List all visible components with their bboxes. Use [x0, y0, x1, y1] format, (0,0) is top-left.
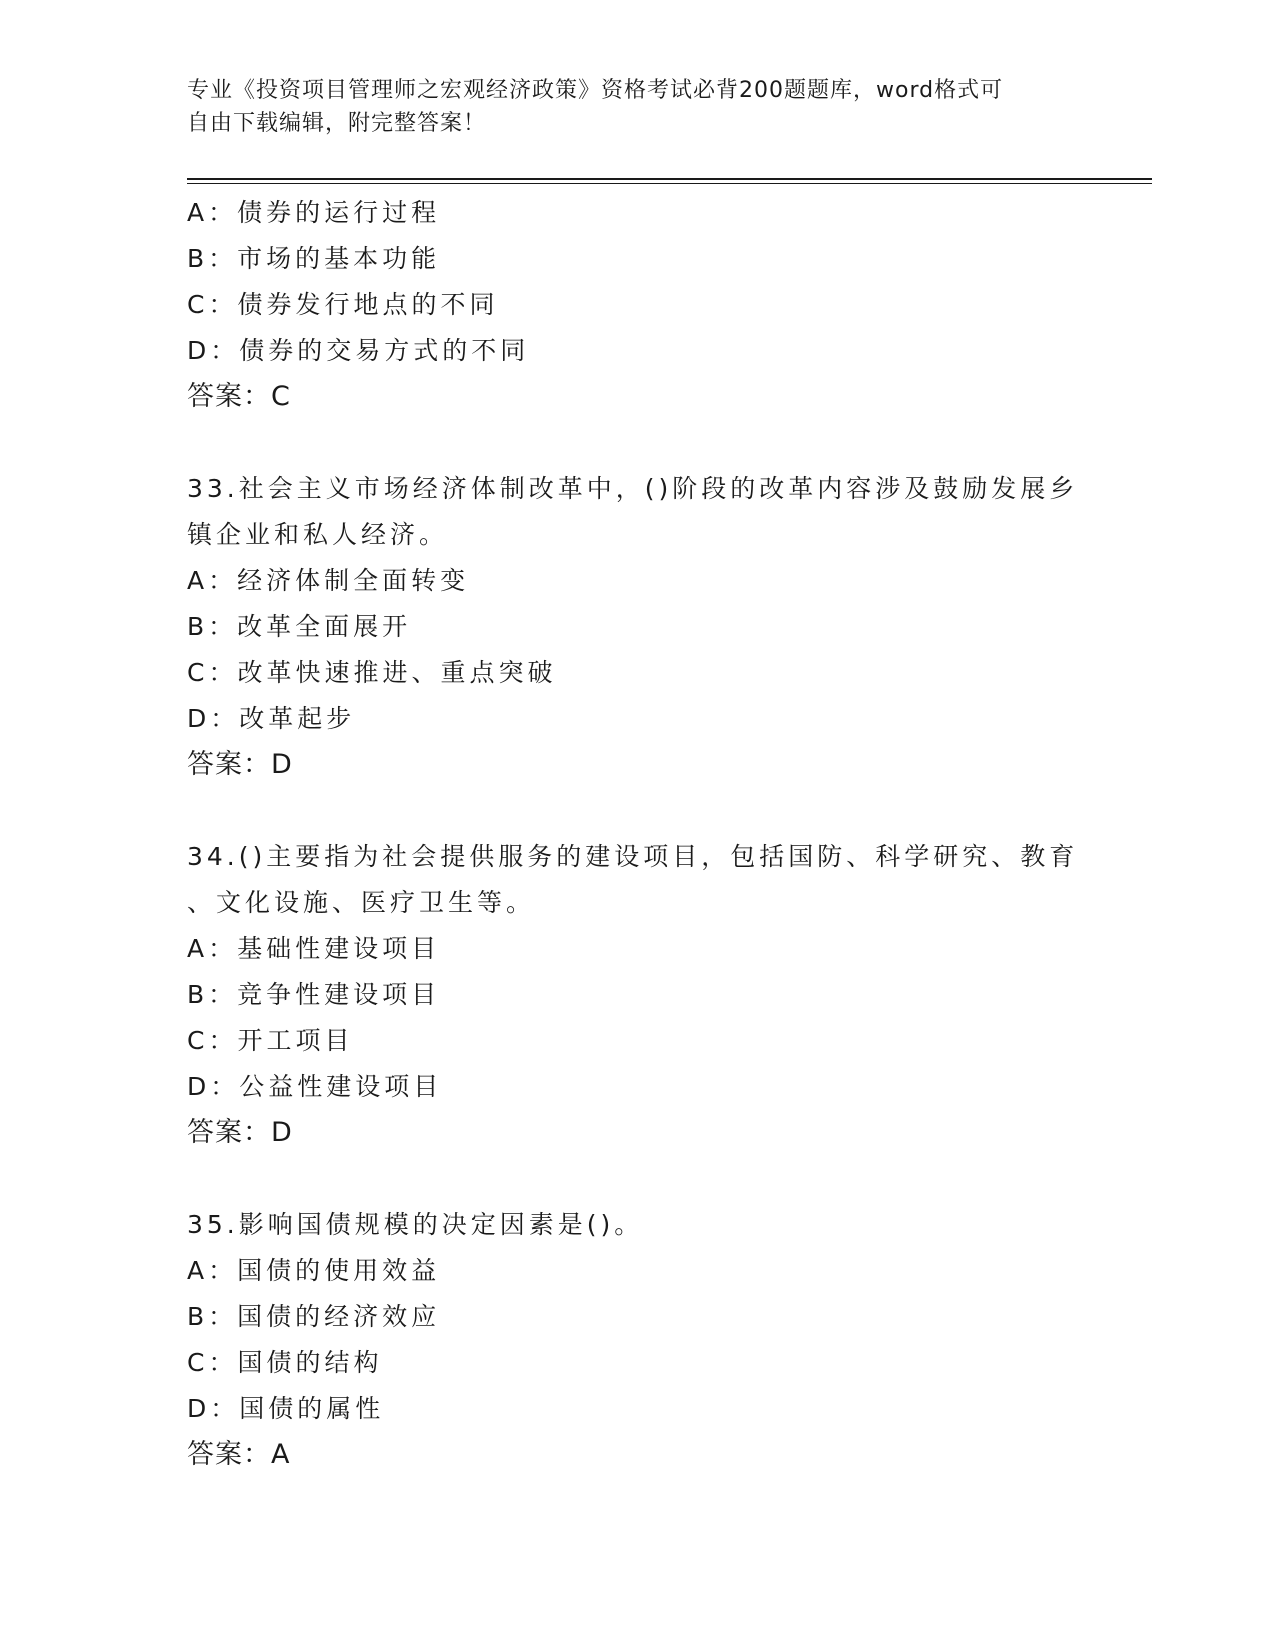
- header-divider-thick: [187, 178, 1152, 180]
- option-b: B：市场的基本功能: [187, 244, 441, 273]
- answer-line: 答案：A: [187, 1439, 291, 1470]
- option-b: B：竞争性建设项目: [187, 980, 441, 1009]
- header-line-1: 专业《投资项目管理师之宏观经济政策》资格考试必背200题题库，word格式可: [187, 78, 1004, 103]
- question-block-32: [187, 190, 1087, 420]
- question-stem-line-1: 34.()主要指为社会提供服务的建设项目，包括国防、科学研究、教育: [187, 842, 1079, 871]
- answer-line: 答案：D: [187, 1117, 293, 1148]
- question-stem-line-2: 、文化设施、医疗卫生等。: [187, 888, 536, 917]
- question-block-35: [187, 1202, 1087, 1478]
- question-block-34: [187, 834, 1087, 1156]
- document-body: [187, 190, 1087, 1478]
- option-d: D：公益性建设项目: [187, 1072, 443, 1101]
- option-c: C：债券发行地点的不同: [187, 290, 499, 319]
- header-line-2: 自由下载编辑，附完整答案！: [187, 111, 487, 136]
- option-d: D：债券的交易方式的不同: [187, 336, 530, 365]
- header-divider-thin: [187, 183, 1152, 184]
- option-a: A：债券的运行过程: [187, 198, 441, 227]
- answer-line: 答案：C: [187, 381, 291, 412]
- question-block-33: [187, 466, 1087, 788]
- option-c: C：开工项目: [187, 1026, 354, 1055]
- document-header: [187, 74, 1067, 140]
- question-stem-line-2: 镇企业和私人经济。: [187, 520, 449, 549]
- answer-line: 答案：D: [187, 749, 293, 780]
- option-a: A：国债的使用效益: [187, 1256, 441, 1285]
- option-b: B：国债的经济效应: [187, 1302, 441, 1331]
- question-stem-line-1: 33.社会主义市场经济体制改革中，()阶段的改革内容涉及鼓励发展乡: [187, 474, 1079, 503]
- option-b: B：改革全面展开: [187, 612, 412, 641]
- option-c: C：国债的结构: [187, 1348, 383, 1377]
- option-a: A：基础性建设项目: [187, 934, 441, 963]
- option-c: C：改革快速推进、重点突破: [187, 658, 557, 687]
- option-d: D：国债的属性: [187, 1394, 385, 1423]
- option-a: A：经济体制全面转变: [187, 566, 470, 595]
- question-stem-line-1: 35.影响国债规模的决定因素是()。: [187, 1210, 644, 1239]
- option-d: D：改革起步: [187, 704, 356, 733]
